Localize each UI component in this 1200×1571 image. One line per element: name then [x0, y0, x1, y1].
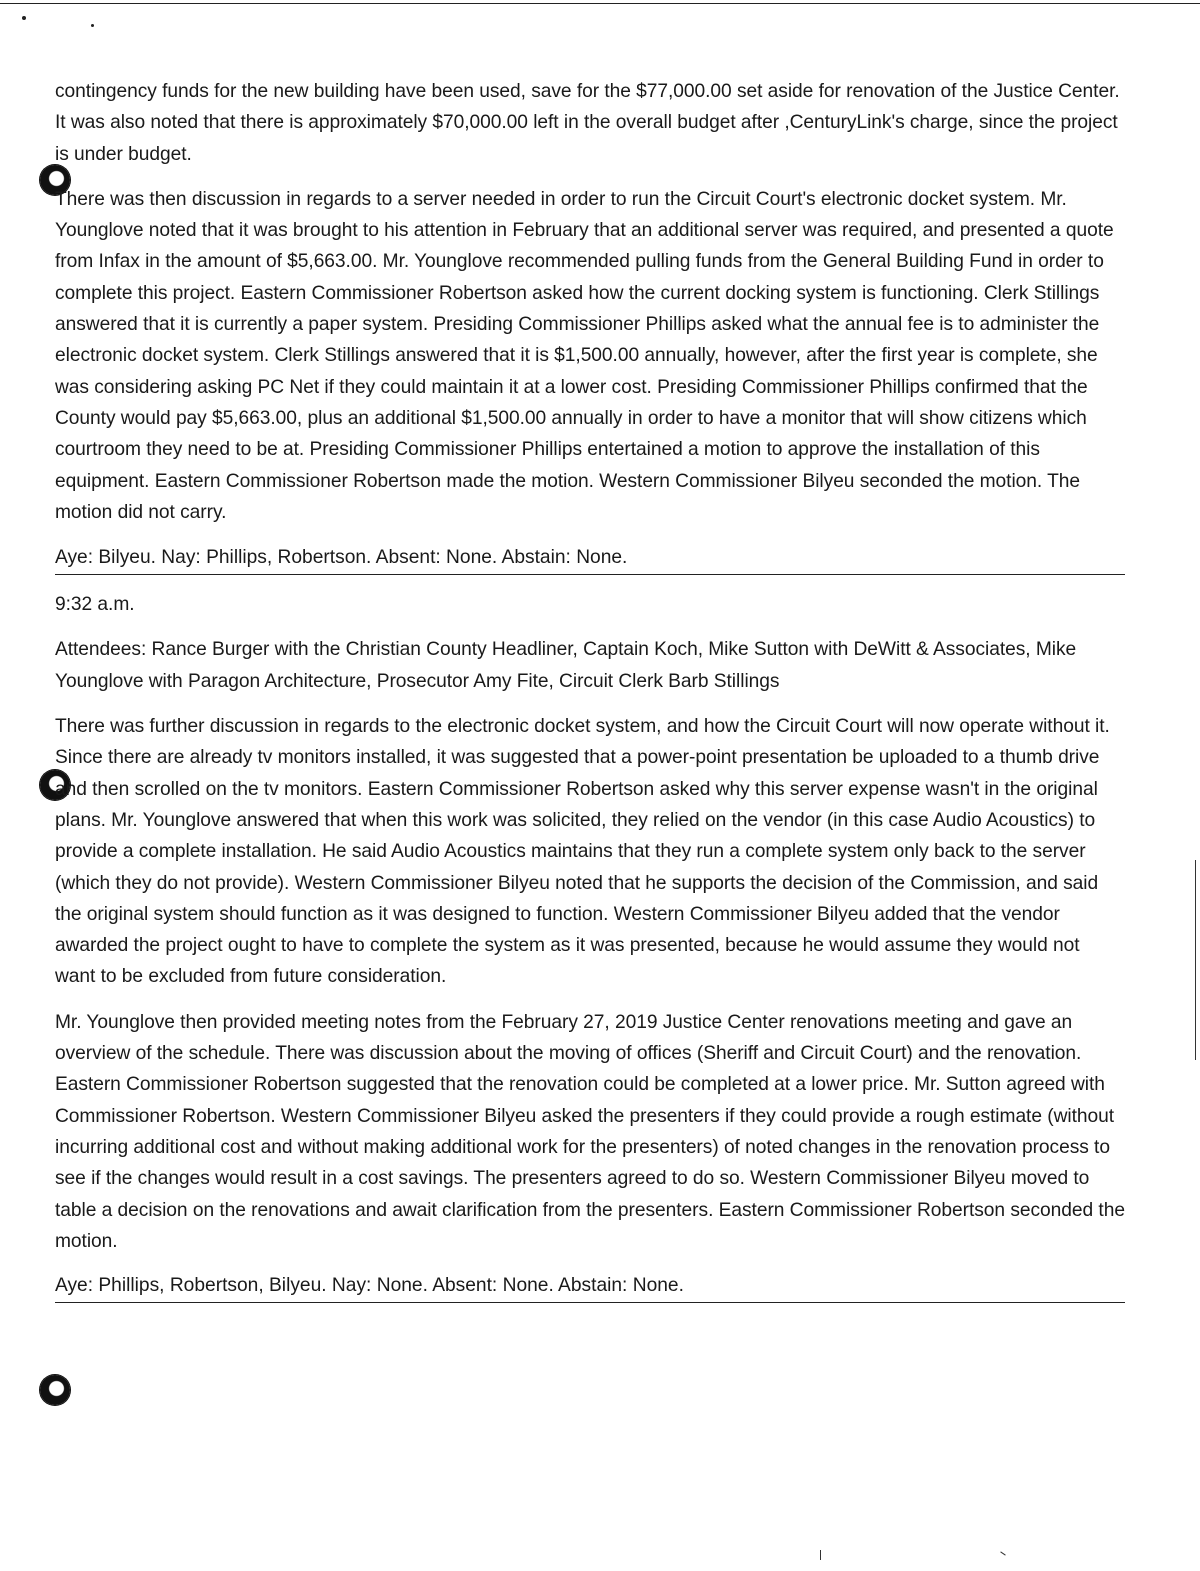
vote-result-server: Aye: Bilyeu. Nay: Phillips, Robertson. Absent: None. Abstain: None. — [55, 542, 1125, 575]
scan-speck — [22, 16, 26, 20]
document-body — [55, 76, 1125, 1303]
attendees-list: Attendees: Rance Burger with the Christian County Headliner, Captain Koch, Mike Sutton with DeWitt & Associates, Mike Younglove with Paragon Architecture, Prosecutor Amy Fite, Circuit Clerk Barb Stillings — [55, 639, 1077, 692]
meeting-time: 9:32 a.m. — [55, 594, 135, 616]
paragraph-contingency-funds: contingency funds for the new building have been used, save for the $77,000.00 set aside for renovation of the Justice Center. It was also noted that there is approximately $70,000.00 left in the overall budget after ,CenturyLink's charge, since the project is under budget. — [55, 81, 1120, 165]
scan-edge-mark — [1000, 1551, 1005, 1555]
punch-hole — [40, 1375, 70, 1405]
paragraph-server-discussion: There was then discussion in regards to a server needed in order to run the Circuit Court's electronic docket system. Mr. Younglove noted that it was brought to his attention in February that an additional server was required, and presented a quote from Infax in the amount of $5,663.00. Mr. Younglove recommended pulling funds from the General Building Fund in order to complete this project. Eastern Commissioner Robertson asked how the current docking system is functioning. Clerk Stillings answered that it is currently a paper system. Presiding Commissioner Phillips asked what the annual fee is to administer the electronic docket system. Clerk Stillings answered that it is $1,500.00 annually, however, after the first year is complete, she was considering asking PC Net if they could maintain it at a lower cost. Presiding Commissioner Phillips confirmed that the County would pay $5,663.00, plus an additional $1,500.00 annually in order to have a monitor that will show citizens which courtroom they need to be at. Presiding Commissioner Phillips entertained a motion to approve the installation of this equipment. Eastern Commissioner Robertson made the motion. Western Commissioner Bilyeu seconded the motion. The motion did not carry. — [55, 188, 1114, 523]
scan-edge-mark — [820, 1550, 821, 1560]
paragraph-docket-discussion: There was further discussion in regards to the electronic docket system, and how the Circuit Court will now operate without it. Since there are already tv monitors installed, it was suggested that a power-point presentation be uploaded to a thumb drive and then scrolled on the tv monitors. Eastern Commissioner Robertson asked why this server expense wasn't in the original plans. Mr. Younglove answered that when this work was solicited, they relied on the vendor (in this case Audio Acoustics) to provide a complete installation. He said Audio Acoustics maintains that they run a complete system only back to the server (which they do not provide). Western Commissioner Bilyeu noted that he supports the decision of the Commission, and said the original system should function as it was designed to function. Western Commissioner Bilyeu added that the vendor awarded the project ought to have to complete the system as it was presented, because he would assume they would not want to be excluded from future consideration. — [55, 716, 1110, 988]
scan-edge-mark — [1195, 860, 1196, 1060]
paragraph-renovation-discussion: Mr. Younglove then provided meeting notes from the February 27, 2019 Justice Center renovations meeting and gave an overview of the schedule. There was discussion about the moving of offices (Sheriff and Circuit Court) and the renovation. Eastern Commissioner Robertson suggested that the renovation could be completed at a lower price. Mr. Sutton agreed with Commissioner Robertson. Western Commissioner Bilyeu asked the presenters if they could provide a rough estimate (without incurring additional cost and without making additional work for the presenters) of noted changes in the renovation process to see if the changes would result in a cost savings. The presenters agreed to do so. Western Commissioner Bilyeu moved to table a decision on the renovations and await clarification from the presenters. Eastern Commissioner Robertson seconded the motion. — [55, 1011, 1125, 1252]
vote-result-renovation: Aye: Phillips, Robertson, Bilyeu. Nay: None. Absent: None. Abstain: None. — [55, 1270, 1125, 1303]
scan-speck — [91, 24, 94, 27]
top-rule — [0, 3, 1200, 4]
